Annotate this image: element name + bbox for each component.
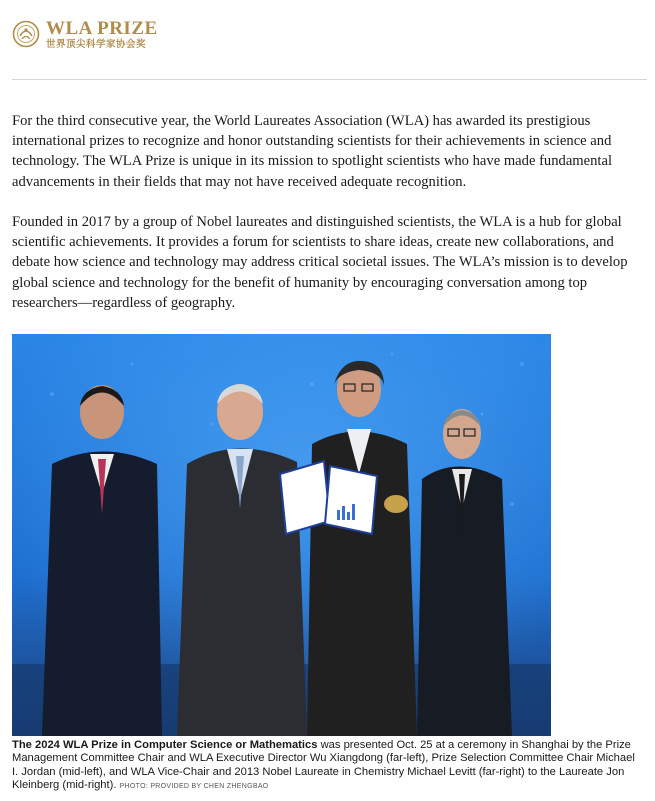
logo-title: WLA PRIZE	[46, 17, 158, 39]
ceremony-photo	[12, 334, 551, 736]
caption-text: was presented Oct. 25 at a ceremony in Shanghai by the Prize Management Committee Chair and WLA Executive Director Wu Xiangdong (far-left), Prize Selection Committee Chair Michael I. Jordan (mid-left), and WLA Vice-Chair and 2013 Nobel Laureate in Chemistry Michael Levitt (far-right) to the Laureate Jon Kleinberg (mid-right).	[12, 739, 635, 791]
article-paragraph: Founded in 2017 by a group of Nobel laureates and distinguished scientists, the WLA is a hub for global scientific achievements. It provides a forum for scientists to share ideas, create new collaborations, and debate how science and technology may address critical societal issues. The WLA’s mission is to develop global science and technology for the benefit of humanity by encouraging conversation among top researchers—regardless of geography.	[12, 214, 628, 311]
article-paragraph: For the third consecutive year, the World Laureates Association (WLA) has awarded its prestigious international prizes to recognize and honor outstanding scientists for their achievements in science and technology. The WLA Prize is unique in its mission to spotlight scientists who have made fundamental advancements in their fields that may not have received adequate recognition.	[12, 113, 613, 190]
logo-subtitle: 世界顶尖科学家协会奖	[46, 38, 147, 50]
header-divider	[12, 79, 647, 80]
site-header	[12, 14, 158, 54]
wla-laurel-logo-icon[interactable]	[12, 20, 40, 48]
logo-wordmark[interactable]	[46, 19, 158, 50]
photo-credit: PHOTO: PROVIDED BY CHEN ZHENGBAO	[119, 782, 269, 790]
caption-title: The 2024 WLA Prize in Computer Science or Mathematics	[12, 739, 318, 751]
photo-caption	[12, 739, 640, 793]
